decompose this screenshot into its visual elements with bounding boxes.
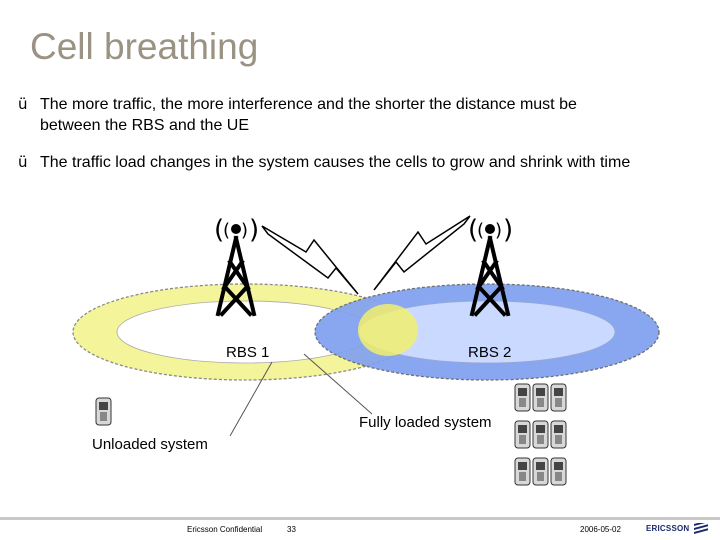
ericsson-logo <box>646 523 708 534</box>
footer-page-number: 33 <box>287 525 296 534</box>
slide-title: Cell breathing <box>30 26 259 67</box>
radio-tower-icon <box>214 215 259 314</box>
checkmark-icon: ü <box>18 153 28 171</box>
fully-loaded-system-label: Fully loaded system <box>359 414 492 431</box>
svg-text:(: ( <box>214 215 225 245</box>
svg-text:): ) <box>249 215 260 245</box>
svg-text:(: ( <box>468 215 479 245</box>
bullet-2-line-1: The traffic load changes in the system causes the cells to grow and shrink with time <box>40 154 631 171</box>
bullet-1-line-2: between the RBS and the UE <box>40 117 250 134</box>
logo-wordmark: ERICSSON <box>646 524 690 533</box>
signal-bolt-icon <box>374 216 470 290</box>
mobile-phone-icon <box>533 458 548 485</box>
svg-text:(: ( <box>477 220 485 241</box>
checkmark-icon: ü <box>18 95 28 113</box>
footer-confidential: Ericsson Confidential <box>187 525 263 534</box>
svg-text:): ) <box>241 220 249 241</box>
mobile-phone-icon <box>515 458 530 485</box>
footer-date: 2006-05-02 <box>580 525 621 534</box>
mobile-phone-icon <box>533 421 548 448</box>
unloaded-system-label: Unloaded system <box>92 436 208 453</box>
svg-text:): ) <box>503 215 514 245</box>
mobile-phone-icon <box>96 398 111 425</box>
mobile-phone-icon <box>551 458 566 485</box>
rbs-1-label: RBS 1 <box>226 344 270 361</box>
signal-bolt-icon <box>262 226 358 294</box>
mobile-phone-icon <box>551 421 566 448</box>
cell-overlap-zone <box>358 304 418 356</box>
radio-tower-icon <box>468 215 513 314</box>
mobile-phone-grid <box>515 384 566 485</box>
mobile-phone-icon <box>515 421 530 448</box>
bullet-1-line-1: The more traffic, the more interference and the shorter the distance must be <box>40 96 577 113</box>
svg-text:(: ( <box>223 220 231 241</box>
svg-text:): ) <box>495 220 503 241</box>
mobile-phone-icon <box>515 384 530 411</box>
rbs-2-label: RBS 2 <box>468 344 512 361</box>
mobile-phone-icon <box>551 384 566 411</box>
footer-divider <box>0 517 720 520</box>
mobile-phone-icon <box>533 384 548 411</box>
ericsson-logo-mark-icon <box>694 523 708 534</box>
